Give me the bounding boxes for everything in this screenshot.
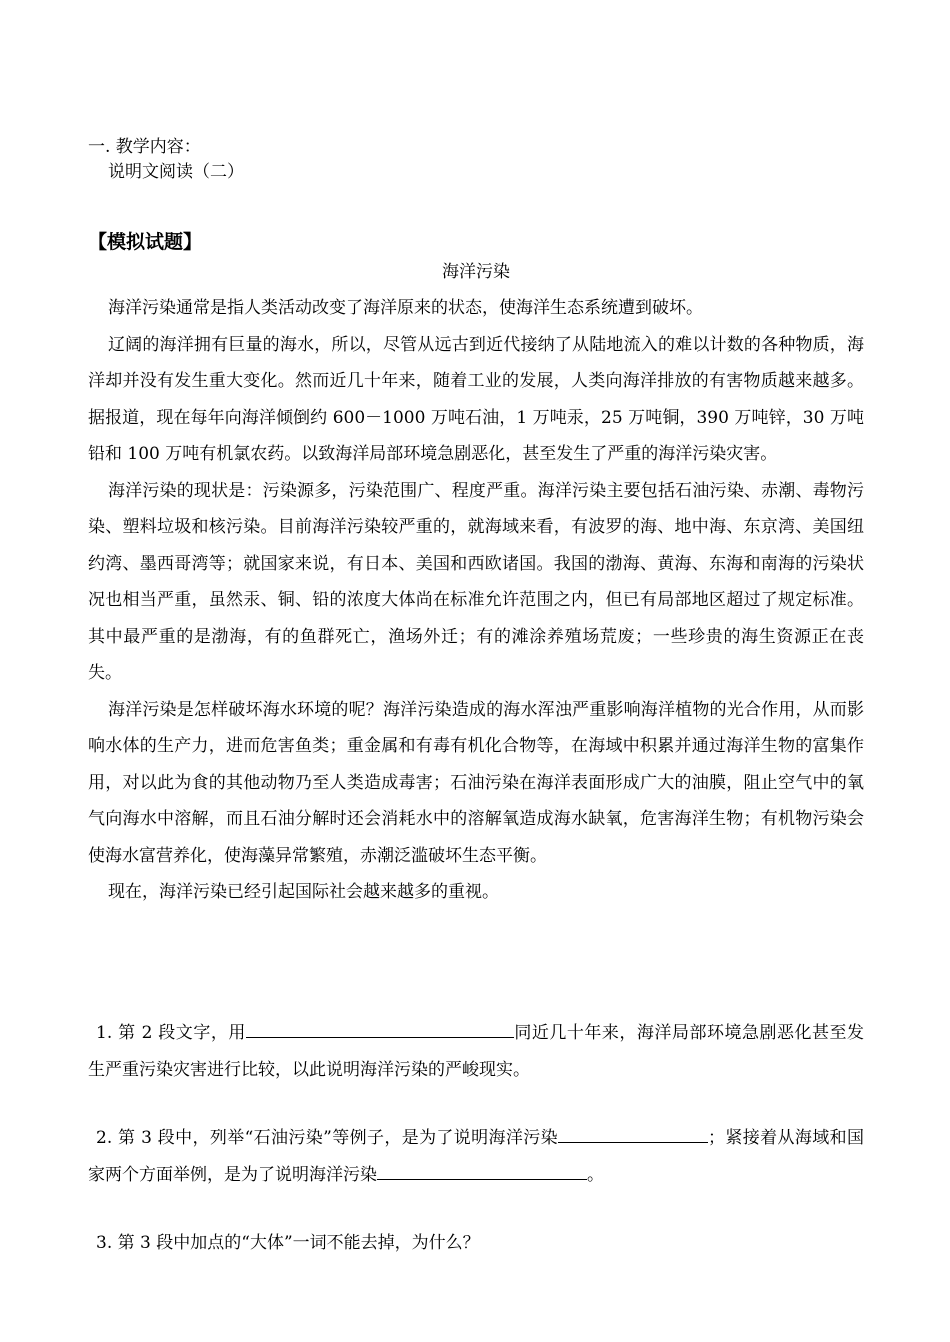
question-1 bbox=[88, 1015, 864, 1088]
question-2-answer-blank-2[interactable] bbox=[377, 1161, 587, 1180]
article-paragraph-2: 辽阔的海洋拥有巨量的海水，所以，尽管从远古到近代接纳了从陆地流入的难以计数的各种物质，海洋却并没有发生重大变化。然而近几十年来，随着工业的发展，人类向海洋排放的有害物质越来越多。据报道，现在每年向海洋倾倒约 600－1000 万吨石油，1 万吨汞，25 万吨铜，390 万吨锌，30 万吨铅和 100 万吨有机氯农药。以致海洋局部环境急剧恶化，甚至发生了严重的海洋污染灾害。 bbox=[88, 334, 864, 464]
questions-section bbox=[88, 1015, 864, 1262]
article-body bbox=[88, 290, 864, 911]
question-2-text-after: 。 bbox=[587, 1164, 604, 1185]
article-paragraph-4: 海洋污染是怎样破坏海水环境的呢？海洋污染造成的海水浑浊严重影响海洋植物的光合作用，从而影响水体的生产力，进而危害鱼类；重金属和有毒有机化合物等，在海域中积累并通过海洋生物的富集作用，对以此为食的其他动物乃至人类造成毒害；石油污染在海洋表面形成广大的油膜，阻止空气中的氧气向海水中溶解，而且石油分解时还会消耗水中的溶解氧造成海水缺氧，危害海洋生物；有机物污染会使海水富营养化，使海藻异常繁殖，赤潮泛滥破坏生态平衡。 bbox=[88, 699, 864, 866]
question-1-answer-blank[interactable] bbox=[246, 1019, 514, 1038]
question-3-number: 3. bbox=[96, 1233, 113, 1253]
article-paragraph-1: 海洋污染通常是指人类活动改变了海洋原来的状态，使海洋生态系统遭到破坏。 bbox=[108, 298, 703, 318]
teaching-content-label: 一. 教学内容： bbox=[88, 137, 201, 157]
article-paragraph-5: 现在，海洋污染已经引起国际社会越来越多的重视。 bbox=[108, 882, 499, 902]
question-2-answer-blank-1[interactable] bbox=[558, 1124, 708, 1143]
question-2 bbox=[88, 1120, 864, 1193]
question-2-number: 2. bbox=[96, 1128, 113, 1148]
teaching-content-value: 说明文阅读（二） bbox=[108, 162, 244, 182]
article-paragraph-3: 海洋污染的现状是：污染源多，污染范围广、程度严重。海洋污染主要包括石油污染、赤潮、毒物污染、塑料垃圾和核污染。目前海洋污染较严重的，就海域来看，有波罗的海、地中海、东京湾、美国纽约湾、墨西哥湾等；就国家来说，有日本、美国和西欧诸国。我国的渤海、黄海、东海和南海的污染状况也相当严重，虽然汞、铜、铅的浓度大体尚在标准允许范围之内，但已有局部地区超过了规定标准。其中最严重的是渤海，有的鱼群死亡，渔场外迁；有的滩涂养殖场荒废；一些珍贵的海生资源正在丧失。 bbox=[88, 480, 864, 683]
article-title: 海洋污染 bbox=[442, 262, 510, 282]
question-1-number: 1. bbox=[96, 1023, 113, 1043]
section-title: 【模拟试题】 bbox=[88, 231, 203, 253]
question-2-text-middle: ；紧接着从海域和国家两个方面举例，是为了说明海洋污染 bbox=[88, 1128, 864, 1185]
question-3-text: 第 3 段中加点的“大体”一词不能去掉，为什么？ bbox=[117, 1233, 480, 1253]
question-1-text-after: 同近几十年来，海洋局部环境急剧恶化甚至发生严重污染灾害进行比较，以此说明海洋污染的严峻现实。 bbox=[88, 1023, 865, 1080]
question-3 bbox=[88, 1225, 864, 1262]
question-1-text-before: 第 2 段文字，用 bbox=[118, 1023, 246, 1043]
question-2-text-before: 第 3 段中，列举“石油污染”等例子，是为了说明海洋污染 bbox=[118, 1128, 559, 1148]
